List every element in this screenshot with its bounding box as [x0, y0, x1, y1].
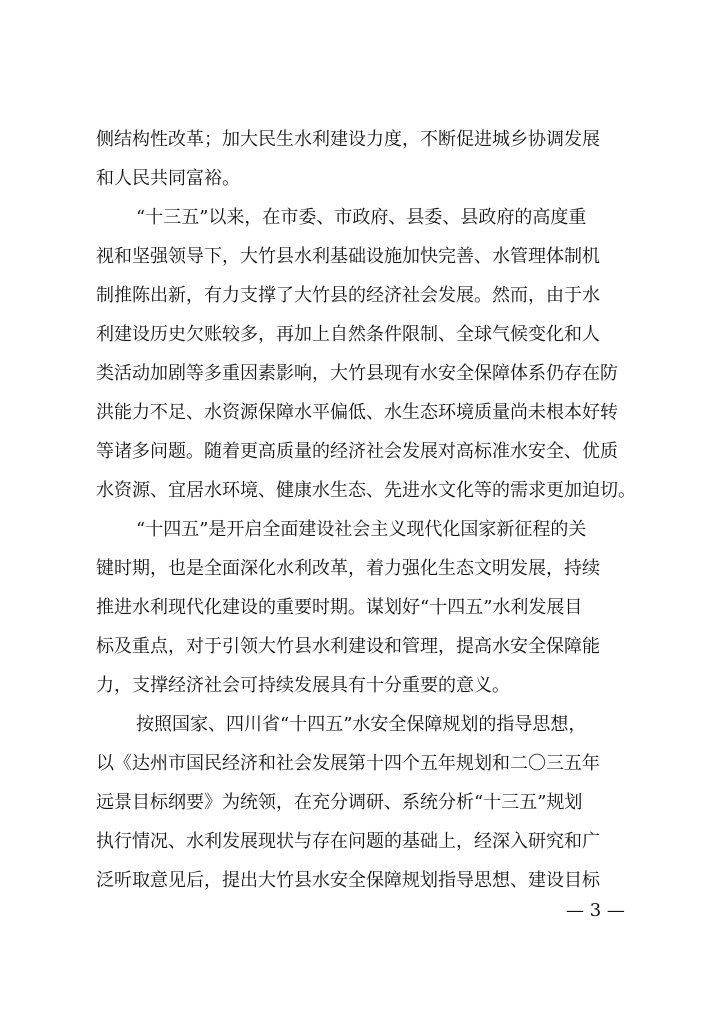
text-line: 标及重点，对于引领大竹县水利建设和管理，提高水安全保障能	[96, 636, 600, 657]
paragraph-start-line: 按照国家、四川省“十四五”水安全保障规划的指导思想，	[136, 714, 587, 735]
text-line: 制推陈出新，有力支撑了大竹县的经济社会发展。然而，由于水	[96, 285, 600, 306]
text-line: 类活动加剧等多重因素影响，大竹县现有水安全保障体系仍存在防	[96, 363, 618, 384]
text-line: 洪能力不足、水资源保障水平偏低、水生态环境质量尚未根本好转	[96, 402, 618, 423]
text-line: 以《达州市国民经济和社会发展第十四个五年规划和二〇三五年	[96, 753, 600, 774]
text-line: 力，支撑经济社会可持续发展具有十分重要的意义。	[96, 675, 510, 696]
text-line: 远景目标纲要》为统领，在充分调研、系统分析“十三五”规划	[96, 792, 583, 813]
text-line: 键时期，也是全面深化水利改革，着力强化生态文明发展，持续	[96, 558, 600, 579]
page-number: — 3 —	[566, 900, 625, 921]
paragraph-start-line: “十三五”以来，在市委、市政府、县委、县政府的高度重	[136, 207, 587, 228]
text-line: 水资源、宜居水环境、健康水生态、先进水文化等的需求更加迫切。	[96, 480, 636, 501]
body-text	[96, 120, 641, 900]
text-line: 执行情况、水利发展现状与存在问题的基础上，经深入研究和广	[96, 831, 600, 852]
text-line: 侧结构性改革；加大民生水利建设力度，不断促进城乡协调发展	[96, 129, 600, 150]
text-line: 推进水利现代化建设的重要时期。谋划好“十四五”水利发展目	[96, 597, 583, 618]
text-line: 和人民共同富裕。	[96, 168, 240, 189]
text-line: 等诸多问题。随着更高质量的经济社会发展对高标准水安全、优质	[96, 441, 618, 462]
text-line: 利建设历史欠账较多，再加上自然条件限制、全球气候变化和人	[96, 324, 600, 345]
text-line: 视和坚强领导下，大竹县水利基础设施加快完善、水管理体制机	[96, 246, 600, 267]
text-line: 泛听取意见后，提出大竹县水安全保障规划指导思想、建设目标	[96, 870, 600, 891]
paragraph-start-line: “十四五”是开启全面建设社会主义现代化国家新征程的关	[136, 519, 587, 540]
